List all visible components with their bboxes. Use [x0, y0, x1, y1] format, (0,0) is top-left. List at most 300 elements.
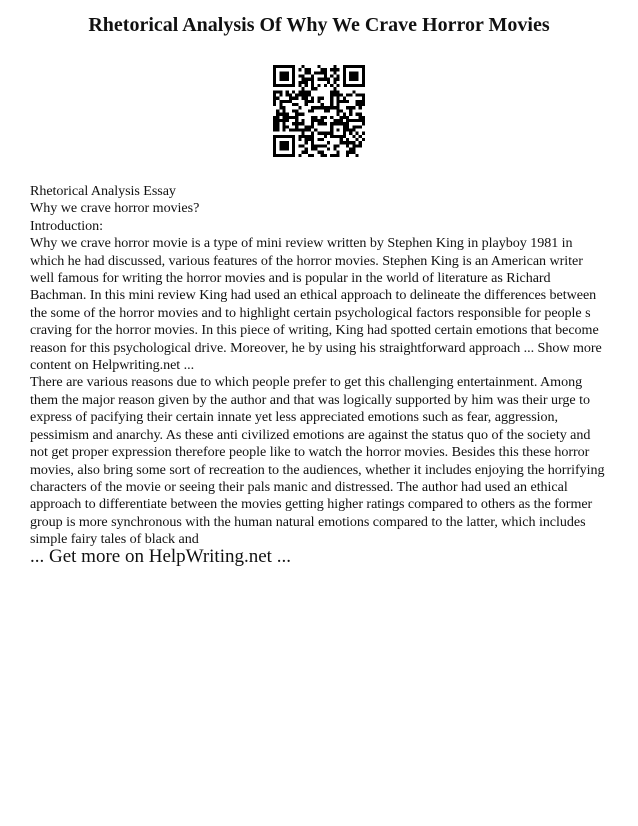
qr-module: [283, 78, 286, 81]
qr-module: [343, 68, 346, 71]
qr-module: [305, 78, 308, 81]
qr-module: [317, 100, 320, 103]
qr-module: [283, 119, 286, 122]
qr-module: [286, 65, 289, 68]
qr-module: [292, 78, 295, 81]
qr-module: [359, 135, 362, 138]
qr-module: [336, 94, 339, 97]
qr-module: [292, 81, 295, 84]
qr-module: [330, 132, 333, 135]
qr-module: [327, 78, 330, 81]
qr-module: [336, 144, 339, 147]
qr-module: [343, 141, 346, 144]
qr-module: [292, 65, 295, 68]
qr-module: [346, 116, 349, 119]
qr-module: [298, 122, 301, 125]
qr-module: [305, 128, 308, 131]
qr-module: [283, 116, 286, 119]
qr-module: [330, 128, 333, 131]
qr-module: [327, 109, 330, 112]
qr-module: [324, 116, 327, 119]
qr-module: [286, 100, 289, 103]
qr-module: [302, 119, 305, 122]
qr-module: [321, 138, 324, 141]
qr-module: [327, 147, 330, 150]
qr-module: [286, 84, 289, 87]
qr-module: [286, 71, 289, 74]
qr-module: [340, 141, 343, 144]
qr-module: [359, 116, 362, 119]
qr-module: [343, 81, 346, 84]
qr-module: [340, 138, 343, 141]
qr-module: [273, 94, 276, 97]
qr-module: [321, 97, 324, 100]
qr-module: [362, 81, 365, 84]
qr-module: [336, 128, 339, 131]
qr-module: [305, 94, 308, 97]
qr-module: [355, 94, 358, 97]
qr-module: [349, 94, 352, 97]
qr-module: [273, 125, 276, 128]
qr-module: [359, 144, 362, 147]
qr-module: [302, 113, 305, 116]
get-more-link[interactable]: ... Get more on HelpWriting.net ...: [30, 546, 291, 567]
qr-module: [273, 119, 276, 122]
qr-module: [336, 119, 339, 122]
qr-module: [308, 128, 311, 131]
qr-module: [279, 147, 282, 150]
qr-module: [330, 97, 333, 100]
qr-module: [305, 71, 308, 74]
qr-module: [333, 106, 336, 109]
qr-module: [330, 90, 333, 93]
qr-module: [352, 125, 355, 128]
essay-line: Introduction:: [30, 217, 103, 234]
qr-module: [305, 81, 308, 84]
qr-module: [362, 84, 365, 87]
essay-line: Rhetorical Analysis Essay: [30, 183, 176, 199]
qr-module: [362, 75, 365, 78]
qr-module: [343, 113, 346, 116]
qr-module: [292, 151, 295, 154]
qr-module: [355, 119, 358, 122]
qr-module: [279, 154, 282, 157]
qr-module: [292, 116, 295, 119]
qr-module: [336, 106, 339, 109]
qr-module: [286, 135, 289, 138]
qr-module: [311, 106, 314, 109]
qr-module: [295, 94, 298, 97]
qr-module: [362, 97, 365, 100]
qr-module: [286, 75, 289, 78]
qr-module: [362, 119, 365, 122]
qr-module: [298, 106, 301, 109]
qr-module: [346, 141, 349, 144]
essay-line: which he had discussed, various features of the horror movies. Stephen King is an American writer: [30, 252, 583, 269]
qr-module: [276, 122, 279, 125]
qr-module: [289, 94, 292, 97]
qr-module: [305, 141, 308, 144]
qr-module: [340, 100, 343, 103]
qr-module: [352, 141, 355, 144]
qr-module: [340, 122, 343, 125]
qr-module: [305, 97, 308, 100]
qr-module: [336, 75, 339, 78]
qr-module: [276, 84, 279, 87]
qr-module: [333, 90, 336, 93]
qr-module: [276, 113, 279, 116]
qr-module: [286, 90, 289, 93]
qr-module: [298, 138, 301, 141]
qr-module: [273, 65, 276, 68]
qr-module: [292, 68, 295, 71]
qr-module: [362, 94, 365, 97]
qr-code-graphic: [273, 65, 365, 157]
qr-module: [273, 71, 276, 74]
qr-module: [336, 97, 339, 100]
qr-module: [346, 106, 349, 109]
essay-line: craving for the horror movies. In this piece of writing, King had spotted certain emotions that become: [30, 322, 599, 339]
qr-module: [327, 141, 330, 144]
qr-module: [355, 78, 358, 81]
qr-module: [346, 94, 349, 97]
qr-module: [330, 116, 333, 119]
qr-module: [324, 68, 327, 71]
qr-module: [279, 65, 282, 68]
qr-module: [346, 84, 349, 87]
essay-line: approach to differentiate between the movies getting higher ratings compared to others as the former: [30, 496, 593, 513]
qr-module: [346, 65, 349, 68]
qr-module: [324, 135, 327, 138]
qr-module: [333, 147, 336, 150]
qr-module: [324, 84, 327, 87]
qr-module: [352, 151, 355, 154]
qr-module: [302, 75, 305, 78]
qr-module: [295, 122, 298, 125]
qr-module: [308, 68, 311, 71]
qr-module: [273, 78, 276, 81]
qr-module: [308, 154, 311, 157]
qr-module: [321, 144, 324, 147]
qr-module: [283, 125, 286, 128]
qr-module: [302, 135, 305, 138]
qr-module: [362, 100, 365, 103]
qr-module: [355, 113, 358, 116]
qr-module: [355, 75, 358, 78]
qr-module: [302, 122, 305, 125]
qr-module: [295, 128, 298, 131]
qr-module: [349, 78, 352, 81]
qr-module: [311, 141, 314, 144]
qr-module: [336, 109, 339, 112]
qr-module: [295, 119, 298, 122]
qr-module: [336, 68, 339, 71]
qr-module: [311, 154, 314, 157]
qr-module: [308, 125, 311, 128]
qr-module: [283, 75, 286, 78]
qr-module: [362, 71, 365, 74]
qr-module: [279, 141, 282, 144]
qr-module: [343, 75, 346, 78]
qr-module: [336, 84, 339, 87]
qr-module: [292, 109, 295, 112]
qr-module: [321, 71, 324, 74]
qr-module: [295, 109, 298, 112]
qr-module: [311, 109, 314, 112]
qr-module: [327, 106, 330, 109]
qr-module: [330, 122, 333, 125]
qr-module: [317, 144, 320, 147]
qr-module: [343, 84, 346, 87]
qr-module: [276, 90, 279, 93]
qr-module: [302, 132, 305, 135]
qr-module: [305, 125, 308, 128]
qr-module: [295, 116, 298, 119]
essay-line: the some of the horror movies and to highlight certain psychological factors responsible for people s: [30, 304, 591, 321]
qr-module: [305, 151, 308, 154]
qr-module: [359, 141, 362, 144]
qr-module: [283, 144, 286, 147]
qr-module: [343, 128, 346, 131]
essay-line: Why we crave horror movies?: [30, 200, 200, 217]
qr-module: [349, 113, 352, 116]
qr-module: [295, 125, 298, 128]
qr-module: [283, 135, 286, 138]
qr-module: [279, 84, 282, 87]
qr-module: [289, 97, 292, 100]
qr-module: [279, 94, 282, 97]
qr-module: [324, 71, 327, 74]
qr-module: [324, 122, 327, 125]
essay-line: There are various reasons due to which people prefer to get this challenging entertainment. Among: [30, 374, 583, 391]
qr-module: [298, 84, 301, 87]
qr-module: [279, 119, 282, 122]
qr-module: [295, 113, 298, 116]
qr-module: [321, 132, 324, 135]
qr-module: [302, 94, 305, 97]
qr-module: [343, 97, 346, 100]
qr-module: [330, 135, 333, 138]
qr-module: [311, 97, 314, 100]
qr-module: [298, 90, 301, 93]
qr-module: [302, 128, 305, 131]
qr-module: [317, 122, 320, 125]
qr-module: [298, 135, 301, 138]
qr-module: [321, 122, 324, 125]
qr-module: [298, 81, 301, 84]
qr-module: [302, 78, 305, 81]
qr-module: [330, 103, 333, 106]
qr-module: [336, 113, 339, 116]
qr-module: [321, 78, 324, 81]
qr-module: [352, 135, 355, 138]
qr-module: [330, 106, 333, 109]
qr-module: [276, 119, 279, 122]
qr-module: [298, 94, 301, 97]
qr-module: [273, 147, 276, 150]
qr-module: [346, 125, 349, 128]
qr-module: [359, 113, 362, 116]
qr-module: [295, 103, 298, 106]
qr-module: [273, 81, 276, 84]
qr-module: [336, 78, 339, 81]
qr-module: [362, 103, 365, 106]
qr-module: [349, 106, 352, 109]
qr-module: [292, 122, 295, 125]
qr-module: [362, 68, 365, 71]
qr-module: [349, 151, 352, 154]
qr-module: [273, 100, 276, 103]
qr-module: [311, 122, 314, 125]
qr-module: [302, 81, 305, 84]
qr-module: [314, 147, 317, 150]
qr-module: [336, 154, 339, 157]
qr-module: [355, 132, 358, 135]
qr-module: [333, 68, 336, 71]
qr-module: [333, 81, 336, 84]
qr-module: [343, 65, 346, 68]
qr-module: [336, 90, 339, 93]
qr-module: [333, 94, 336, 97]
qr-module: [327, 132, 330, 135]
qr-module: [308, 71, 311, 74]
essay-line: characters of the movie or seeing their pals manic and distressed. The author had used an ethical: [30, 478, 568, 495]
qr-module: [317, 65, 320, 68]
qr-module: [276, 97, 279, 100]
qr-module: [311, 119, 314, 122]
qr-module: [292, 147, 295, 150]
qr-module: [333, 71, 336, 74]
qr-module: [355, 138, 358, 141]
qr-module: [273, 90, 276, 93]
qr-module: [314, 71, 317, 74]
qr-module: [305, 84, 308, 87]
qr-module: [314, 106, 317, 109]
qr-module: [311, 100, 314, 103]
qr-module: [292, 154, 295, 157]
qr-module: [317, 97, 320, 100]
qr-module: [302, 151, 305, 154]
qr-module: [308, 109, 311, 112]
qr-code-icon[interactable]: [273, 65, 365, 157]
qr-module: [305, 103, 308, 106]
qr-module: [283, 141, 286, 144]
essay-line: simple fairy tales of black and: [30, 531, 199, 548]
qr-module: [333, 119, 336, 122]
qr-module: [346, 138, 349, 141]
qr-module: [283, 109, 286, 112]
qr-module: [292, 141, 295, 144]
qr-module: [352, 128, 355, 131]
qr-module: [346, 100, 349, 103]
qr-module: [314, 144, 317, 147]
qr-module: [317, 84, 320, 87]
qr-module: [286, 154, 289, 157]
qr-module: [273, 97, 276, 100]
qr-module: [333, 78, 336, 81]
qr-module: [273, 135, 276, 138]
qr-module: [346, 122, 349, 125]
qr-module: [349, 109, 352, 112]
qr-module: [314, 119, 317, 122]
qr-module: [292, 90, 295, 93]
qr-module: [324, 106, 327, 109]
qr-module: [292, 138, 295, 141]
qr-module: [279, 103, 282, 106]
essay-line: group is more synchronous with the human natural emotions compared to the latter, which includes: [30, 513, 586, 530]
qr-module: [359, 103, 362, 106]
qr-module: [311, 84, 314, 87]
qr-module: [362, 116, 365, 119]
qr-module: [276, 135, 279, 138]
qr-module: [279, 90, 282, 93]
qr-module: [298, 154, 301, 157]
qr-module: [308, 90, 311, 93]
qr-module: [343, 135, 346, 138]
qr-module: [352, 65, 355, 68]
qr-module: [336, 135, 339, 138]
qr-module: [286, 113, 289, 116]
qr-module: [305, 100, 308, 103]
qr-module: [321, 103, 324, 106]
qr-module: [292, 135, 295, 138]
qr-module: [359, 94, 362, 97]
qr-module: [352, 75, 355, 78]
qr-module: [330, 125, 333, 128]
qr-module: [340, 135, 343, 138]
qr-module: [276, 125, 279, 128]
qr-module: [330, 84, 333, 87]
qr-module: [324, 144, 327, 147]
qr-module: [355, 84, 358, 87]
qr-module: [362, 122, 365, 125]
qr-module: [273, 151, 276, 154]
qr-module: [308, 138, 311, 141]
qr-module: [346, 128, 349, 131]
qr-module: [283, 154, 286, 157]
qr-module: [349, 65, 352, 68]
qr-module: [330, 75, 333, 78]
qr-module: [343, 71, 346, 74]
qr-module: [283, 122, 286, 125]
qr-module: [298, 75, 301, 78]
qr-module: [295, 97, 298, 100]
qr-module: [283, 100, 286, 103]
qr-module: [359, 65, 362, 68]
qr-module: [276, 128, 279, 131]
qr-module: [308, 94, 311, 97]
qr-module: [292, 144, 295, 147]
qr-module: [349, 71, 352, 74]
qr-module: [289, 116, 292, 119]
qr-module: [298, 144, 301, 147]
essay-line: content on Helpwriting.net ...: [30, 357, 195, 374]
qr-module: [279, 78, 282, 81]
qr-module: [276, 116, 279, 119]
qr-module: [333, 122, 336, 125]
qr-module: [292, 84, 295, 87]
qr-module: [355, 103, 358, 106]
qr-module: [286, 94, 289, 97]
qr-module: [283, 128, 286, 131]
qr-module: [286, 125, 289, 128]
qr-module: [314, 128, 317, 131]
qr-module: [289, 154, 292, 157]
qr-module: [311, 116, 314, 119]
qr-module: [317, 119, 320, 122]
qr-module: [308, 78, 311, 81]
qr-module: [298, 128, 301, 131]
